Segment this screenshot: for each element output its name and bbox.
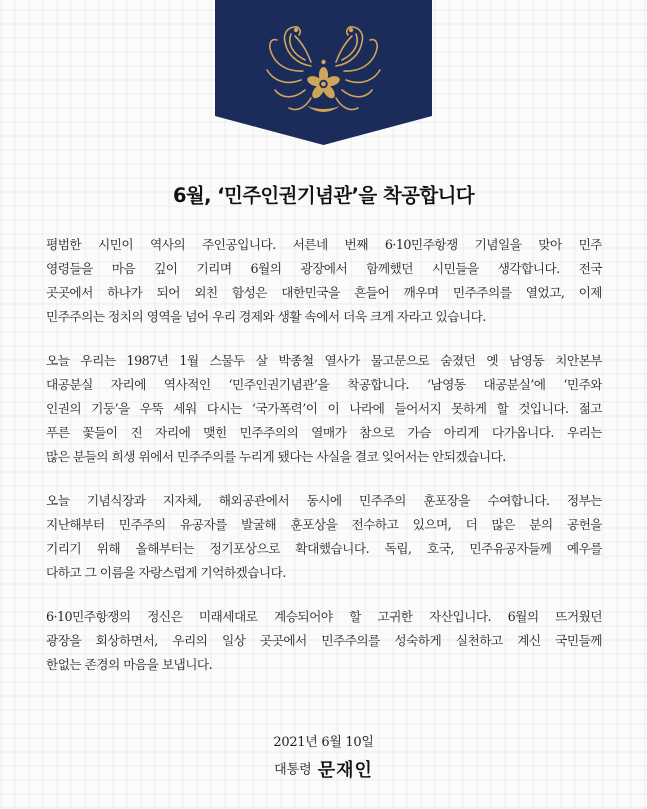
presidential-phoenix-emblem-icon <box>215 0 432 145</box>
text-line: 민주주의는 정치의 영역을 넘어 우리 경제와 생활 속에서 더욱 크게 자라고 있습니다. <box>46 309 486 324</box>
text-line: 6·10민주항쟁의 정신은 미래세대로 계승되어야 할 고귀한 자산입니다. 6월의 뜨거웠던 <box>46 609 602 624</box>
text-line: 오늘 기념식장과 지자체, 해외공관에서 동시에 민주주의 훈포장을 수여합니다. 정부는 <box>46 493 602 508</box>
text-line: 오늘 우리는 1987년 1월 스물두 살 박종철 열사가 물고문으로 숨졌던 옛 남영동 치안본부 <box>46 353 602 368</box>
letter-date: 2021년 6월 10일 <box>273 735 374 750</box>
text-line: 기리기 위해 올해부터는 정기포상으로 확대했습니다. 독립, 호국, 민주유공자들께 예우를 <box>46 541 602 556</box>
signature-block <box>0 733 647 783</box>
text-line: 다하고 그 이름을 자랑스럽게 기억하겠습니다. <box>46 565 286 580</box>
paragraph-3 <box>46 489 602 585</box>
page-title: 6월, ‘민주인권기념관’을 착공합니다 <box>172 184 475 207</box>
signer <box>0 757 647 783</box>
letter-body <box>46 233 602 697</box>
text-line: 지난해부터 민주주의 유공자를 발굴해 훈포상을 전수하고 있으며, 더 많은 분의 공헌을 <box>46 517 602 532</box>
text-line: 한없는 존경의 마음을 보냅니다. <box>46 657 213 672</box>
signer-position: 대통령 <box>274 762 312 778</box>
presidential-emblem-banner <box>215 0 432 145</box>
signer-name: 문재인 <box>317 759 373 781</box>
text-line: 푸른 꽃들이 진 자리에 맺힌 민주주의의 열매가 참으로 가슴 아리게 다가옵니다. 우리는 <box>46 425 602 440</box>
paragraph-1 <box>46 233 602 329</box>
text-line: 인권의 기둥’을 우뚝 세워 다시는 ‘국가폭력’이 이 나라에 들어서지 못하게 할 것입니다. 젊고 <box>46 401 602 416</box>
text-line: 곳곳에서 하나가 되어 외친 함성은 대한민국을 흔들어 깨우며 민주주의를 열었고, 이제 <box>46 285 602 300</box>
paragraph-2 <box>46 349 602 469</box>
text-line: 대공분실 자리에 역사적인 ‘민주인권기념관’을 착공합니다. ‘남영동 대공분실’에 ‘민주와 <box>46 377 602 392</box>
text-line: 많은 분들의 희생 위에서 민주주의를 누리게 됐다는 사실을 결코 잊어서는 안되겠습니다. <box>46 449 506 464</box>
text-line: 영령들을 마음 깊이 기리며 6월의 광장에서 함께했던 시민들을 생각합니다. 전국 <box>46 261 602 276</box>
text-line: 평범한 시민이 역사의 주인공입니다. 서른네 번째 6·10민주항쟁 기념일을 맞아 민주 <box>46 237 602 252</box>
text-line: 광장을 회상하면서, 우리의 일상 곳곳에서 민주주의를 성숙하게 실천하고 계신 국민들께 <box>46 633 602 648</box>
paragraph-4 <box>46 605 602 677</box>
